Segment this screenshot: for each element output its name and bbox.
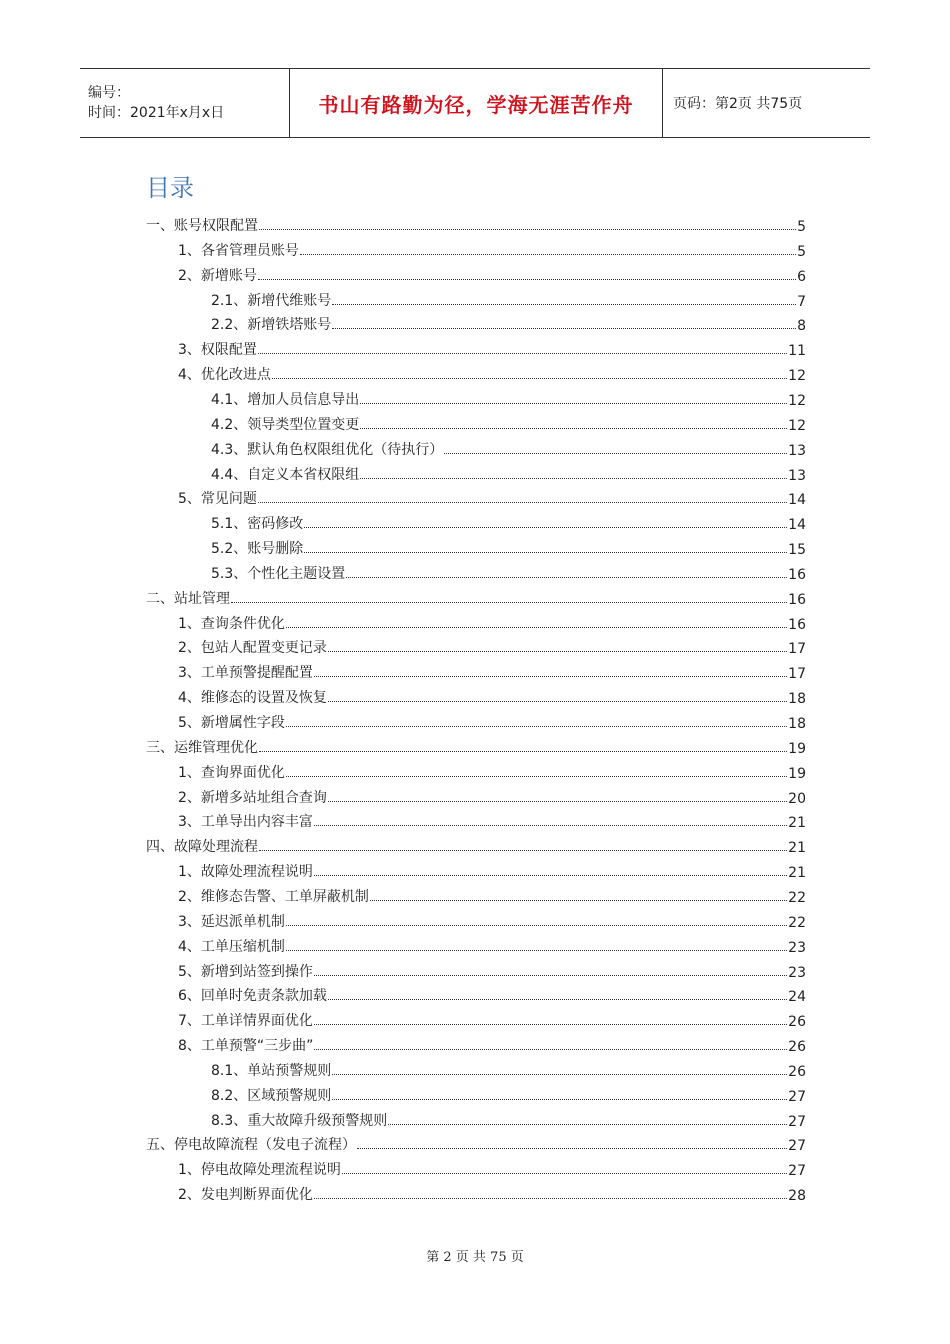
toc-leader-dots <box>328 650 787 652</box>
toc-entry-label: 1、故障处理流程说明 <box>178 864 313 881</box>
toc-leader-dots <box>388 1123 787 1125</box>
toc-entry-page: 12 <box>788 392 806 409</box>
toc-leader-dots <box>314 1048 787 1050</box>
toc-leader-dots <box>259 750 787 752</box>
toc-entry[interactable] <box>211 310 806 334</box>
toc-entry[interactable] <box>178 758 806 782</box>
toc-entry-label: 1、查询条件优化 <box>178 615 285 632</box>
toc-entry-label: 2、发电判断界面优化 <box>178 1187 313 1204</box>
toc-entry-page: 27 <box>788 1163 806 1180</box>
toc-entry[interactable] <box>178 708 806 732</box>
toc-entry-label: 5.2、账号删除 <box>211 541 304 558</box>
toc-entry[interactable] <box>211 460 806 484</box>
toc-entry[interactable] <box>211 286 806 310</box>
toc-entry-page: 22 <box>788 914 806 931</box>
toc-entry[interactable] <box>211 435 806 459</box>
toc-entry[interactable] <box>211 1081 806 1105</box>
toc-entry[interactable] <box>178 932 806 956</box>
toc-entry[interactable] <box>178 484 806 508</box>
toc-leader-dots <box>300 253 796 255</box>
toc-entry-label: 4、工单压缩机制 <box>178 938 285 955</box>
header-motto: 书山有路勤为径，学海无涯苦作舟 <box>318 92 634 117</box>
toc-entry-label: 3、权限配置 <box>178 342 257 359</box>
toc-entry-page: 17 <box>788 641 806 658</box>
toc-entry[interactable] <box>211 385 806 409</box>
toc-entry-label: 5.3、个性化主题设置 <box>211 565 346 582</box>
header-page-cell <box>663 69 870 137</box>
toc-entry[interactable] <box>178 981 806 1005</box>
toc-entry-page: 24 <box>788 989 806 1006</box>
toc-leader-dots <box>258 501 787 503</box>
toc-entry-page: 28 <box>788 1188 806 1205</box>
toc-entry[interactable] <box>178 261 806 285</box>
toc-leader-dots <box>272 377 787 379</box>
toc-entry[interactable] <box>178 335 806 359</box>
toc-entry-label: 8.3、重大故障升级预警规则 <box>211 1112 388 1129</box>
toc-entry-label: 2、包站人配置变更记录 <box>178 640 327 657</box>
toc-entry-page: 8 <box>797 318 806 335</box>
toc-entry-label: 5.1、密码修改 <box>211 516 304 533</box>
toc-entry-label: 4.2、领导类型位置变更 <box>211 416 360 433</box>
toc-entry-label: 1、各省管理员账号 <box>178 242 299 259</box>
toc-entry-page: 12 <box>788 417 806 434</box>
toc-leader-dots <box>360 402 787 404</box>
toc-entry[interactable] <box>178 807 806 831</box>
toc-leader-dots <box>357 1147 787 1149</box>
toc-entry-label: 4.1、增加人员信息导出 <box>211 391 360 408</box>
toc-entry-label: 1、查询界面优化 <box>178 764 285 781</box>
toc-leader-dots <box>328 998 787 1000</box>
toc-leader-dots <box>286 626 787 628</box>
toc-entry-label: 2、新增多站址组合查询 <box>178 789 327 806</box>
toc-entry-label: 2、维修态告警、工单屏蔽机制 <box>178 888 369 905</box>
toc-entry[interactable] <box>178 1180 806 1204</box>
toc-entry-page: 5 <box>797 219 806 235</box>
toc-entry[interactable] <box>178 360 806 384</box>
toc-leader-dots <box>304 526 787 528</box>
toc-entry-page: 27 <box>788 1113 806 1130</box>
toc-entry-label: 3、工单导出内容丰富 <box>178 814 313 831</box>
toc-leader-dots <box>286 949 787 951</box>
toc-entry[interactable] <box>178 783 806 807</box>
toc-entry-page: 14 <box>788 492 806 509</box>
toc-leader-dots <box>259 228 796 230</box>
toc-leader-dots <box>314 1197 787 1199</box>
toc-entry-page: 19 <box>788 765 806 782</box>
toc-leader-dots <box>259 849 787 851</box>
toc-entry[interactable] <box>178 907 806 931</box>
toc-leader-dots <box>286 924 787 926</box>
toc-entry-label: 2.1、新增代维账号 <box>211 292 332 309</box>
header-motto-cell <box>290 69 663 137</box>
toc-entry-label: 4.3、默认角色权限组优化（待执行） <box>211 441 444 458</box>
toc-entry[interactable] <box>146 1130 806 1154</box>
toc-entry-page: 26 <box>788 1039 806 1056</box>
toc-leader-dots <box>360 427 787 429</box>
toc-entry-page: 23 <box>788 964 806 981</box>
toc-leader-dots <box>314 1023 787 1025</box>
toc-entry[interactable] <box>178 1006 806 1030</box>
toc-leader-dots <box>314 874 787 876</box>
toc-entry-page: 16 <box>788 591 806 608</box>
toc-entry[interactable] <box>178 1031 806 1055</box>
toc-entry-page: 26 <box>788 1014 806 1031</box>
toc-entry-label: 2.2、新增铁塔账号 <box>211 317 332 334</box>
toc-entry-page: 18 <box>788 716 806 732</box>
toc-entry-label: 5、常见问题 <box>178 491 257 508</box>
toc-entry-page: 16 <box>788 616 806 633</box>
toc-entry-label: 四、故障处理流程 <box>146 839 258 856</box>
page-footer: 第 2 页 共 75 页 <box>426 1250 524 1265</box>
toc-entry-label: 4.4、自定义本省权限组 <box>211 466 360 483</box>
header-page-info: 页码：第2页 共75页 <box>673 96 803 112</box>
toc-entry-page: 12 <box>788 368 806 385</box>
toc-entry-page: 13 <box>788 467 806 484</box>
toc-entry-label: 1、停电故障处理流程说明 <box>178 1162 341 1179</box>
toc-entry-label: 3、工单预警提醒配置 <box>178 665 313 682</box>
toc-entry-page: 6 <box>797 268 806 285</box>
toc-entry[interactable] <box>178 609 806 633</box>
toc-leader-dots <box>314 675 787 677</box>
toc-entry-page: 23 <box>788 939 806 956</box>
toc-leader-dots <box>332 1073 787 1075</box>
toc-leader-dots <box>286 725 787 727</box>
header-left-cell <box>80 69 290 137</box>
toc-entry[interactable] <box>178 683 806 707</box>
toc-entry[interactable] <box>146 832 806 856</box>
toc-entry-label: 7、工单详情界面优化 <box>178 1013 313 1030</box>
toc-entry-page: 13 <box>788 442 806 459</box>
toc-leader-dots <box>258 352 787 354</box>
toc-entry[interactable] <box>178 1155 806 1179</box>
toc-entry-label: 8.2、区域预警规则 <box>211 1087 332 1104</box>
toc-entry-label: 二、站址管理 <box>146 590 230 607</box>
toc-entry[interactable] <box>178 658 806 682</box>
toc-entry-page: 15 <box>788 542 806 559</box>
toc-entry-label: 一、账号权限配置 <box>146 218 258 234</box>
toc-entry[interactable] <box>211 1056 806 1080</box>
toc-leader-dots <box>286 775 787 777</box>
toc-entry-page: 18 <box>788 691 806 708</box>
toc-entry-label: 3、延迟派单机制 <box>178 913 285 930</box>
toc-entry[interactable] <box>178 236 806 260</box>
toc-entry-page: 21 <box>788 815 806 832</box>
toc-entry-label: 5、新增属性字段 <box>178 715 285 731</box>
toc-entry[interactable] <box>211 534 806 558</box>
toc-entry[interactable] <box>211 559 806 583</box>
toc-entry-page: 17 <box>788 666 806 683</box>
toc-leader-dots <box>346 576 787 578</box>
toc-leader-dots <box>304 551 787 553</box>
toc-entry-label: 4、优化改进点 <box>178 367 271 384</box>
toc-entry-page: 11 <box>788 343 806 360</box>
toc-entry-page: 7 <box>797 293 806 310</box>
toc-leader-dots <box>328 800 787 802</box>
page-header <box>80 68 870 138</box>
toc-entry-page: 5 <box>797 243 806 260</box>
toc-entry[interactable] <box>178 882 806 906</box>
toc-leader-dots <box>370 899 787 901</box>
toc-leader-dots <box>328 700 787 702</box>
toc-entry-page: 22 <box>788 889 806 906</box>
toc-leader-dots <box>258 278 796 280</box>
toc-entry-label: 五、停电故障流程（发电子流程） <box>146 1137 356 1154</box>
toc-entry-page: 27 <box>788 1138 806 1155</box>
toc-entry-page: 19 <box>788 740 806 757</box>
document-number-label: 编号： <box>88 85 130 101</box>
toc-leader-dots <box>332 303 796 305</box>
toc-entry[interactable] <box>146 733 806 757</box>
toc-entry[interactable] <box>146 211 806 235</box>
toc-entry-page: 26 <box>788 1063 806 1080</box>
toc-entry-page: 14 <box>788 517 806 534</box>
toc-entry-label: 5、新增到站签到操作 <box>178 963 313 980</box>
toc-title: 目录 <box>146 174 194 202</box>
toc-entry-page: 21 <box>788 865 806 882</box>
toc-entry-label: 2、新增账号 <box>178 267 257 284</box>
toc-entry[interactable] <box>146 584 806 608</box>
toc-entry[interactable] <box>211 1106 806 1130</box>
toc-entry-label: 4、维修态的设置及恢复 <box>178 690 327 707</box>
toc-leader-dots <box>231 601 787 603</box>
toc-entry-page: 21 <box>788 840 806 857</box>
toc-leader-dots <box>314 974 787 976</box>
toc-entry-page: 27 <box>788 1088 806 1105</box>
toc-entry-label: 6、回单时免责条款加载 <box>178 988 327 1005</box>
toc-entry-label: 8、工单预警“三步曲” <box>178 1038 314 1055</box>
toc-leader-dots <box>314 824 787 826</box>
toc-entry-page: 20 <box>788 790 806 807</box>
toc-leader-dots <box>360 477 787 479</box>
toc-leader-dots <box>444 452 787 454</box>
toc-entry-label: 8.1、单站预警规则 <box>211 1062 332 1079</box>
toc-entry[interactable] <box>178 857 806 881</box>
toc-entry-label: 三、运维管理优化 <box>146 739 258 756</box>
toc-entry-page: 16 <box>788 566 806 583</box>
toc-entry[interactable] <box>211 509 806 533</box>
toc-leader-dots <box>332 1098 787 1100</box>
toc-entry[interactable] <box>211 410 806 434</box>
toc-entry[interactable] <box>178 633 806 657</box>
toc-leader-dots <box>342 1172 787 1174</box>
toc-leader-dots <box>332 327 796 329</box>
toc-entry[interactable] <box>178 957 806 981</box>
document-time-label: 时间：2021年x月x日 <box>88 105 225 121</box>
